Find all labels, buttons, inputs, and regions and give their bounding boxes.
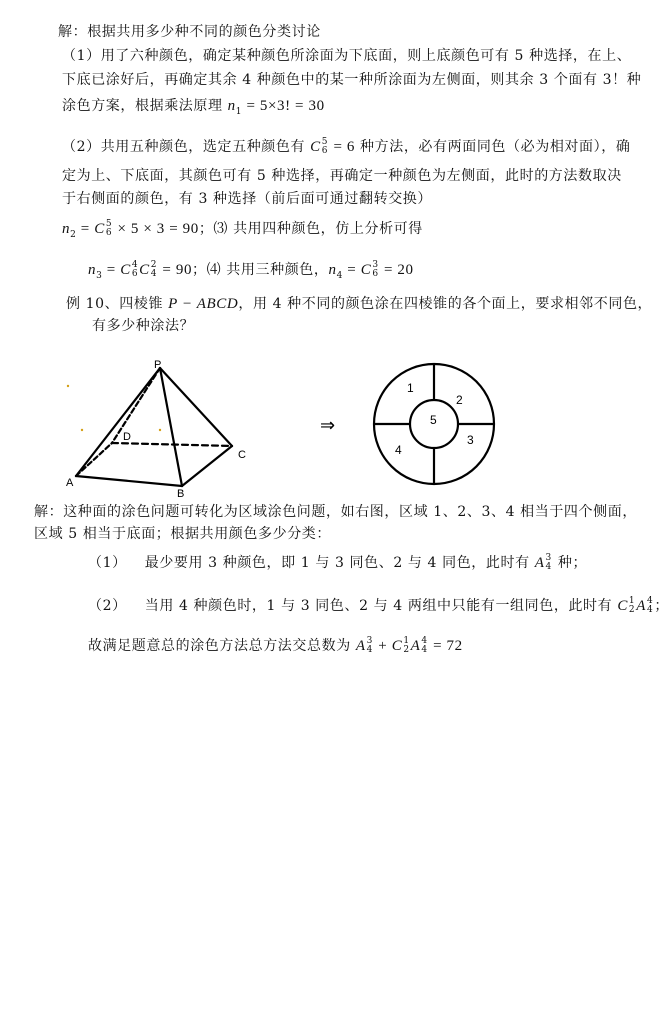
case1-line3: 涂色方案，根据乘法原理 $n_1 = 5\times 3$! = 30 <box>62 98 325 117</box>
example10-line2: 有多少种涂法？ <box>92 318 195 334</box>
vertex-label-B: B <box>177 488 185 500</box>
stray-dot <box>159 429 161 431</box>
example10-line1: 例 10、四棱锥 P − ABCD，用 4 种不同的颜色涂在四棱锥的各个面上，要求相邻不同色， <box>66 296 653 312</box>
edge-PD <box>112 368 160 443</box>
case1-line1: （1）用了六种颜色，确定某种颜色所涂面为下底面，则上底颜色可有 5 种选择，在上、 <box>62 48 632 64</box>
edge-AD <box>76 443 112 476</box>
edge-PC <box>160 368 232 446</box>
case2-formula: $n_2 = C$ 5 6 × 5 × 3 = 90；⑶ 共用四种颜色，仿上分析可得 <box>62 219 423 240</box>
case34-formula: $n_3 = C$ 4 6 C 2 4 = 90；⑷ 共用三种颜色，$n_4 = C$ 3 6 = 20 <box>88 260 414 281</box>
edge-BC <box>182 446 232 486</box>
case2-line3: 于右侧面的颜色，有 3 种选择（前后面可通过翻转交换） <box>62 191 433 207</box>
edge-AB <box>76 476 182 486</box>
vertex-label-P: P <box>154 359 162 371</box>
region-label-5: 5 <box>430 413 437 427</box>
region-label-1: 1 <box>407 381 414 395</box>
case2-line2: 定为上、下底面，其颜色可有 5 种选择，再确定一种颜色为左侧面，此时的方法数取决 <box>62 168 622 184</box>
final-answer: 故满足题意总的涂色方法总方法交总数为 A 3 4 + C 1 2 A 4 4 = 72 <box>88 636 463 655</box>
edge-PA <box>76 368 160 476</box>
stray-dot <box>81 429 83 431</box>
vertex-label-A: A <box>66 477 74 489</box>
case2-line1: （2）共用五种颜色，选定五种颜色有 C 5 6 = 6 种方法，必有两面同色（必为相对面），确 <box>62 137 631 156</box>
edge-PB <box>160 368 182 486</box>
subcase2: （2） 当用 4 种颜色时，1 与 3 同色、2 与 4 两组中只能有一组同色，此时有 C 1 2 A 4 4 ； <box>88 596 669 615</box>
region-label-3: 3 <box>467 433 474 447</box>
solution-intro: 解：根据共用多少种不同的颜色分类讨论 <box>58 24 321 40</box>
case1-line2: 下底已涂好后，再确定其余 4 种颜色中的某一种所涂面为左侧面，则其余 3 个面有 3！种 <box>62 72 642 88</box>
implies-arrow: ⇒ <box>320 415 336 436</box>
solution-line2: 区域 5 相当于底面；根据共用颜色多少分类： <box>34 526 332 542</box>
subcase1: （1） 最少要用 3 种颜色，即 1 与 3 同色、2 与 4 同色，此时有 A 3 4 种； <box>88 553 588 572</box>
edge-DC <box>112 443 232 446</box>
region-label-4: 4 <box>395 443 402 457</box>
vertex-label-D: D <box>123 431 131 443</box>
stray-dot <box>67 385 69 387</box>
solution-line1: 解：这种面的涂色问题可转化为区域涂色问题，如右图，区域 1、2、3、4 相当于四个侧面， <box>34 504 637 520</box>
vertex-label-C: C <box>238 449 246 461</box>
region-label-2: 2 <box>456 393 463 407</box>
